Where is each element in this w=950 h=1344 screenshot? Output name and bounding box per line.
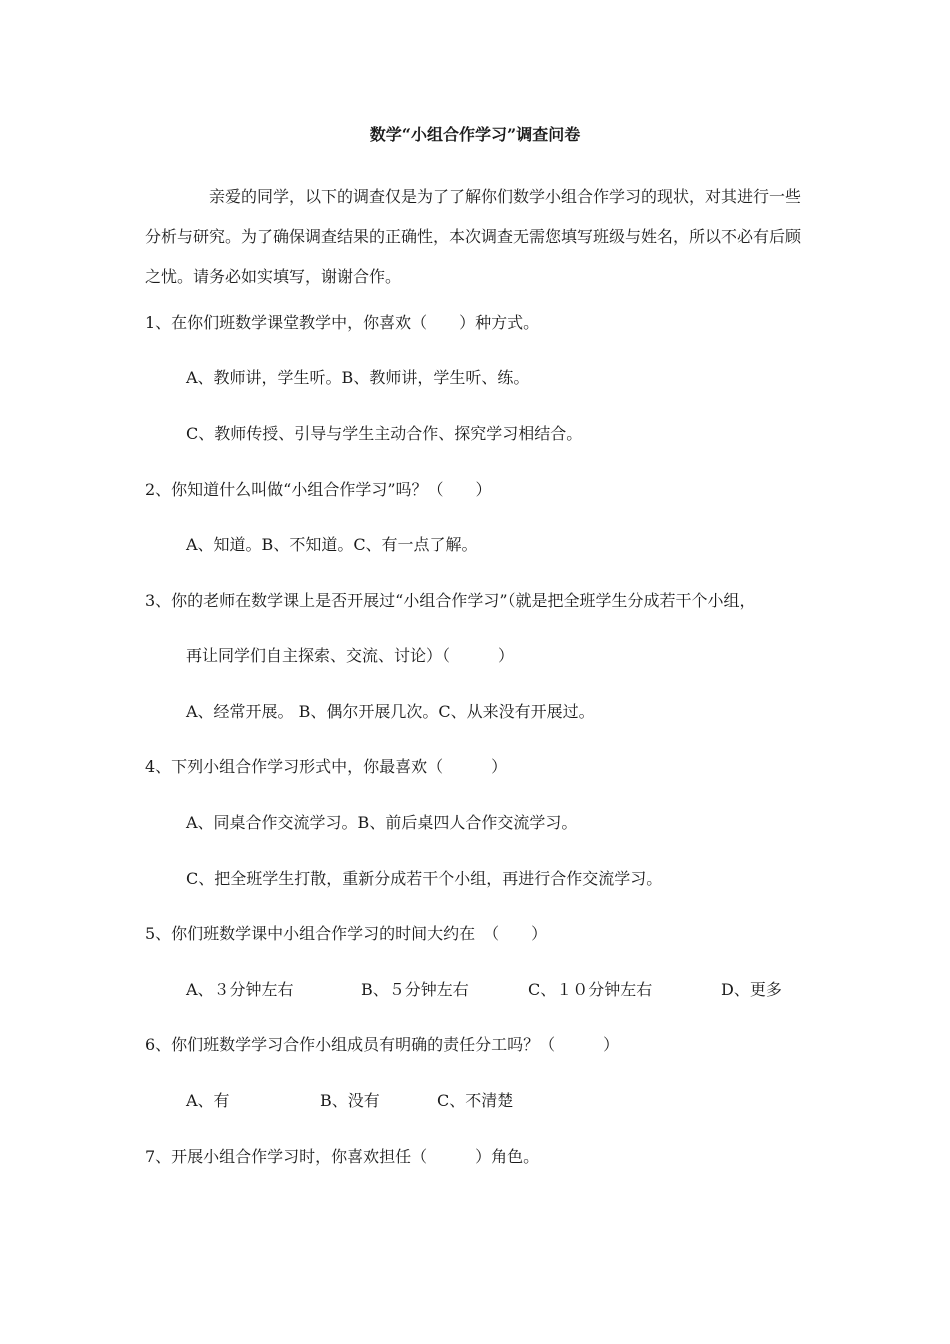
question-6-option-c: C、不清楚 [437, 1091, 514, 1110]
question-5-option-a: A、３分钟左右 [186, 980, 294, 999]
question-1: 1、在你们班数学课堂教学中，你喜欢（ ）种方式。 [145, 313, 540, 332]
question-5: 5、你们班数学课中小组合作学习的时间大约在 （ ） [145, 924, 548, 943]
question-6: 6、你们班数学学习合作小组成员有明确的责任分工吗？（ ） [145, 1035, 620, 1054]
intro-paragraph [145, 177, 813, 297]
question-2-options: A、知道。B、不知道。C、有一点了解。 [186, 535, 478, 554]
question-3: 3、你的老师在数学课上是否开展过“小组合作学习”（就是把全班学生分成若干个小组， [145, 591, 756, 610]
question-3-options: A、经常开展。 B、偶尔开展几次。C、从来没有开展过。 [186, 702, 595, 721]
question-6-option-a: A、有 [186, 1091, 230, 1110]
question-1-options-line-1: A、教师讲，学生听。B、教师讲，学生听、练。 [186, 368, 530, 387]
question-7: 7、开展小组合作学习时，你喜欢担任（ ）角色。 [145, 1147, 540, 1166]
question-5-option-b: B、５分钟左右 [361, 980, 469, 999]
intro-text: 亲爱的同学，以下的调查仅是为了了解你们数学小组合作学习的现状，对其进行一些分析与研究。为了确保调查结果的正确性，本次调查无需您填写班级与姓名，所以不必有后顾之忧。请务必如实填写，谢谢合作。 [145, 187, 802, 286]
question-4-options-line-2: C、把全班学生打散，重新分成若干个小组，再进行合作交流学习。 [186, 869, 663, 888]
question-6-option-b: B、没有 [320, 1091, 380, 1110]
document-title: 数学“小组合作学习”调查问卷 [369, 125, 581, 144]
question-1-options-line-2: C、教师传授、引导与学生主动合作、探究学习相结合。 [186, 424, 583, 443]
question-4-options-line-1: A、同桌合作交流学习。B、前后桌四人合作交流学习。 [186, 813, 578, 832]
question-5-option-c: C、１０分钟左右 [528, 980, 653, 999]
question-5-option-d: D、更多 [721, 980, 782, 999]
question-3-continuation: 再让同学们自主探索、交流、讨论）（ ） [186, 646, 515, 665]
question-2: 2、你知道什么叫做“小组合作学习”吗？（ ） [145, 480, 492, 499]
question-4: 4、下列小组合作学习形式中，你最喜欢（ ） [145, 757, 508, 776]
